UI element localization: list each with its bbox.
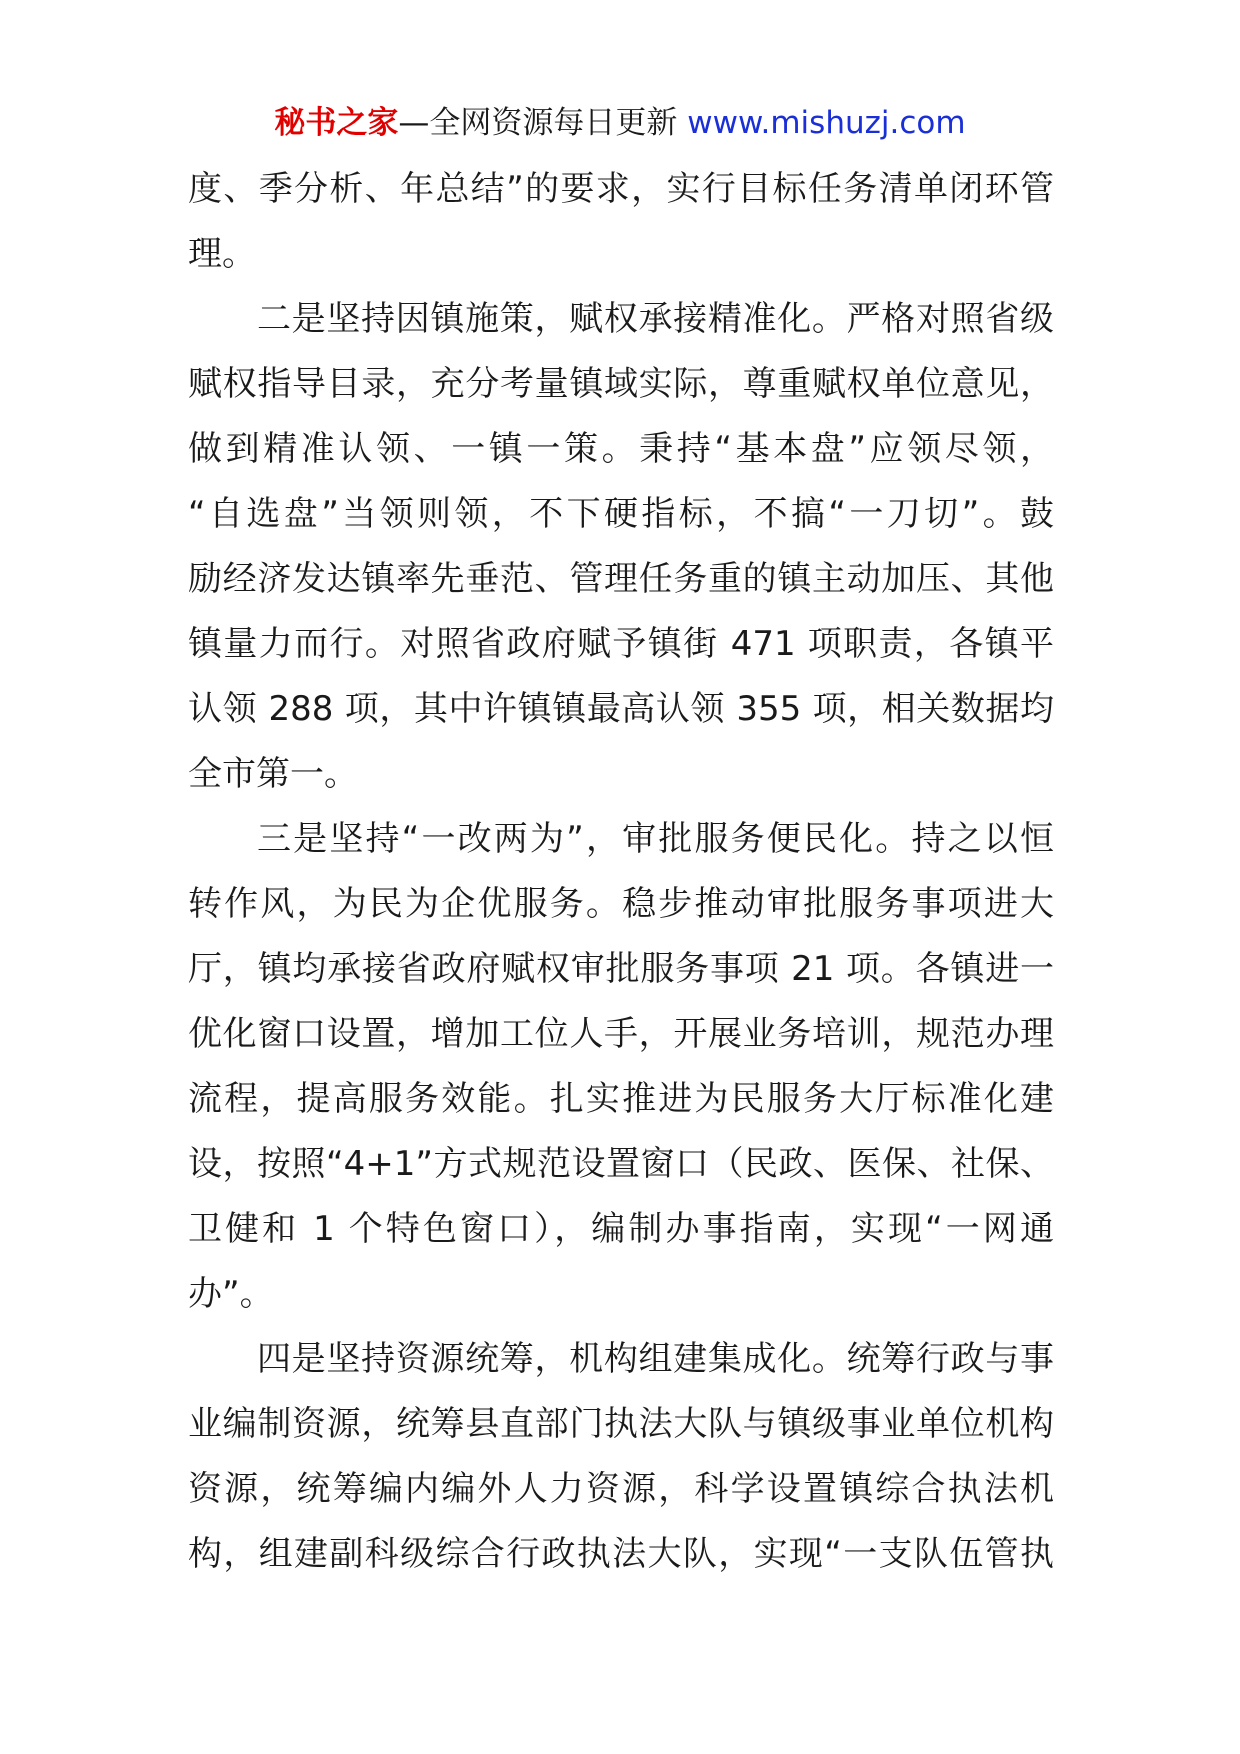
site-url[interactable]: www.mishuzj.com <box>687 105 966 141</box>
text-line: 优化窗口设置，增加工位人手，开展业务培训，规范办理 <box>188 1014 1054 1054</box>
text-line: 二是坚持因镇施策，赋权承接精准化。严格对照省级 <box>257 299 1054 339</box>
text-line: “自选盘”当领则领，不下硬指标，不搞“一刀切”。鼓 <box>188 494 1054 534</box>
text-line: 赋权指导目录，充分考量镇域实际，尊重赋权单位意见， <box>188 364 1054 404</box>
text-line: 三是坚持“一改两为”，审批服务便民化。持之以恒 <box>257 819 1054 859</box>
text-line: 励经济发达镇率先垂范、管理任务重的镇主动加压、其他 <box>188 559 1054 599</box>
paragraph <box>188 1327 1054 1587</box>
paragraph <box>188 157 1054 287</box>
text-line: 理。 <box>188 234 256 274</box>
paragraph <box>188 287 1054 807</box>
text-line: 认领 288 项，其中许镇镇最高认领 355 项，相关数据均 <box>188 689 1054 729</box>
text-line: 设，按照“4+1”方式规范设置窗口（民政、医保、社保、 <box>188 1144 1054 1184</box>
document-body <box>188 157 1054 1587</box>
text-line: 资源，统筹编内编外人力资源，科学设置镇综合执法机 <box>188 1469 1054 1509</box>
site-tagline: —全网资源每日更新 <box>398 105 688 141</box>
site-brand: 秘书之家 <box>274 105 399 141</box>
paragraph <box>188 807 1054 1327</box>
text-line: 构，组建副科级综合行政执法大队，实现“一支队伍管执 <box>188 1534 1054 1574</box>
page-header <box>0 98 1240 148</box>
text-line: 厅，镇均承接省政府赋权审批服务事项 21 项。各镇进一 <box>188 949 1054 989</box>
text-line: 业编制资源，统筹县直部门执法大队与镇级事业单位机构 <box>188 1404 1054 1444</box>
text-line: 卫健和 1 个特色窗口），编制办事指南，实现“一网通 <box>188 1209 1054 1249</box>
text-line: 转作风，为民为企优服务。稳步推动审批服务事项进大 <box>188 884 1054 924</box>
text-line: 做到精准认领、一镇一策。秉持“基本盘”应领尽领， <box>188 429 1054 469</box>
text-line: 全市第一。 <box>188 754 358 794</box>
text-line: 四是坚持资源统筹，机构组建集成化。统筹行政与事 <box>257 1339 1054 1379</box>
text-line: 镇量力而行。对照省政府赋予镇街 471 项职责，各镇平 <box>188 624 1054 664</box>
text-line: 流程，提高服务效能。扎实推进为民服务大厅标准化建 <box>188 1079 1054 1119</box>
text-line: 度、季分析、年总结”的要求，实行目标任务清单闭环管 <box>188 169 1054 209</box>
text-line: 办”。 <box>188 1274 274 1314</box>
